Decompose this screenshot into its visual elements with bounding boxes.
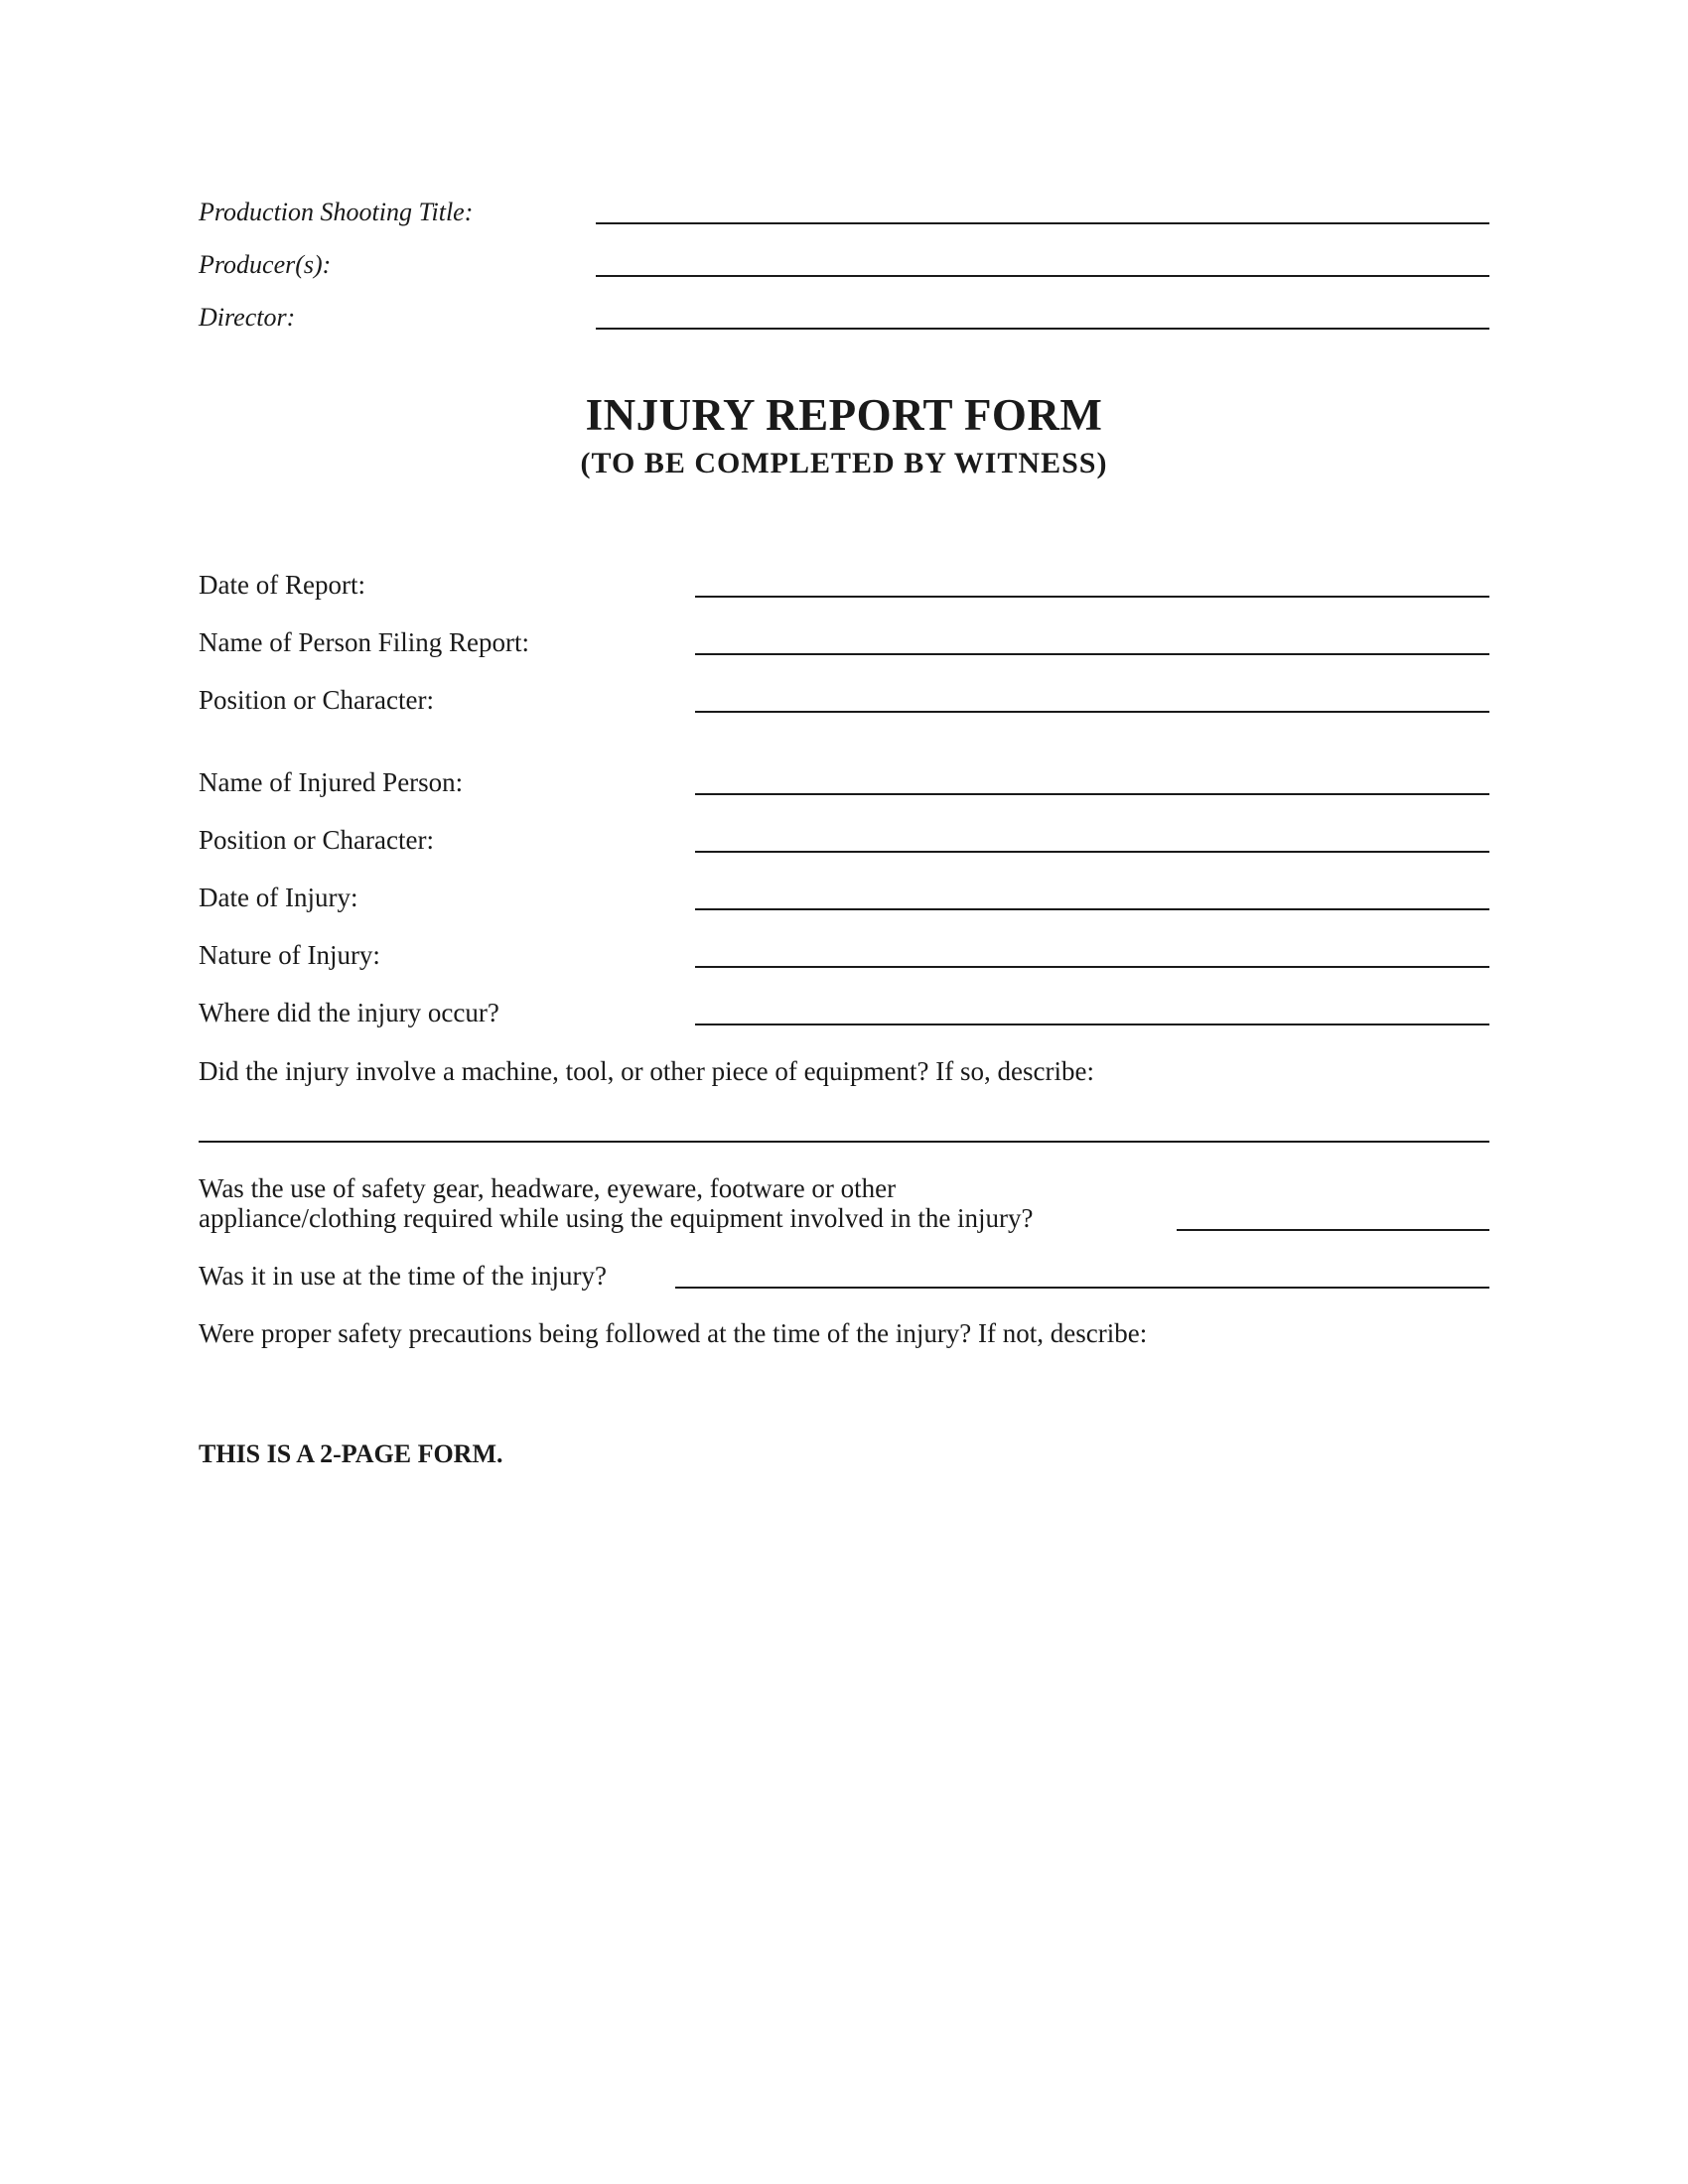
form-subtitle: (TO BE COMPLETED BY WITNESS) [580, 447, 1108, 479]
date-of-report-line[interactable] [695, 596, 1489, 598]
date-of-injury-line[interactable] [695, 908, 1489, 910]
name-filing-label: Name of Person Filing Report: [199, 627, 529, 657]
name-injured-label: Name of Injured Person: [199, 767, 464, 797]
safety-gear-answer-line[interactable] [1177, 1229, 1489, 1231]
production-title-line[interactable] [596, 222, 1489, 224]
director-label: Director: [199, 303, 296, 332]
producers-line[interactable] [596, 275, 1489, 277]
director-line[interactable] [596, 328, 1489, 330]
two-page-note: THIS IS A 2-PAGE FORM. [199, 1439, 503, 1468]
where-occur-label: Where did the injury occur? [199, 998, 499, 1027]
safety-gear-question-line1: Was the use of safety gear, headware, eyeware, footware or other [199, 1173, 897, 1203]
precautions-question: Were proper safety precautions being followed at the time of the injury? If not, describe: [199, 1318, 1148, 1348]
producers-label: Producer(s): [199, 250, 332, 279]
position-injured-label: Position or Character: [199, 825, 434, 855]
position-injured-line[interactable] [695, 851, 1489, 853]
nature-of-injury-label: Nature of Injury: [199, 940, 380, 970]
equipment-answer-line[interactable] [199, 1141, 1489, 1143]
nature-of-injury-line[interactable] [695, 966, 1489, 968]
in-use-question: Was it in use at the time of the injury? [199, 1261, 607, 1291]
date-of-injury-label: Date of Injury: [199, 883, 358, 912]
production-title-label: Production Shooting Title: [199, 198, 474, 226]
position-filing-line[interactable] [695, 711, 1489, 713]
equipment-question: Did the injury involve a machine, tool, or other piece of equipment? If so, describe: [199, 1056, 1094, 1086]
where-occur-line[interactable] [695, 1024, 1489, 1025]
name-filing-line[interactable] [695, 653, 1489, 655]
form-title: INJURY REPORT FORM [585, 390, 1103, 440]
safety-gear-question-line2: appliance/clothing required while using the equipment involved in the injury? [199, 1203, 1034, 1233]
in-use-answer-line[interactable] [675, 1287, 1489, 1289]
name-injured-line[interactable] [695, 793, 1489, 795]
date-of-report-label: Date of Report: [199, 570, 365, 600]
position-filing-label: Position or Character: [199, 685, 434, 715]
